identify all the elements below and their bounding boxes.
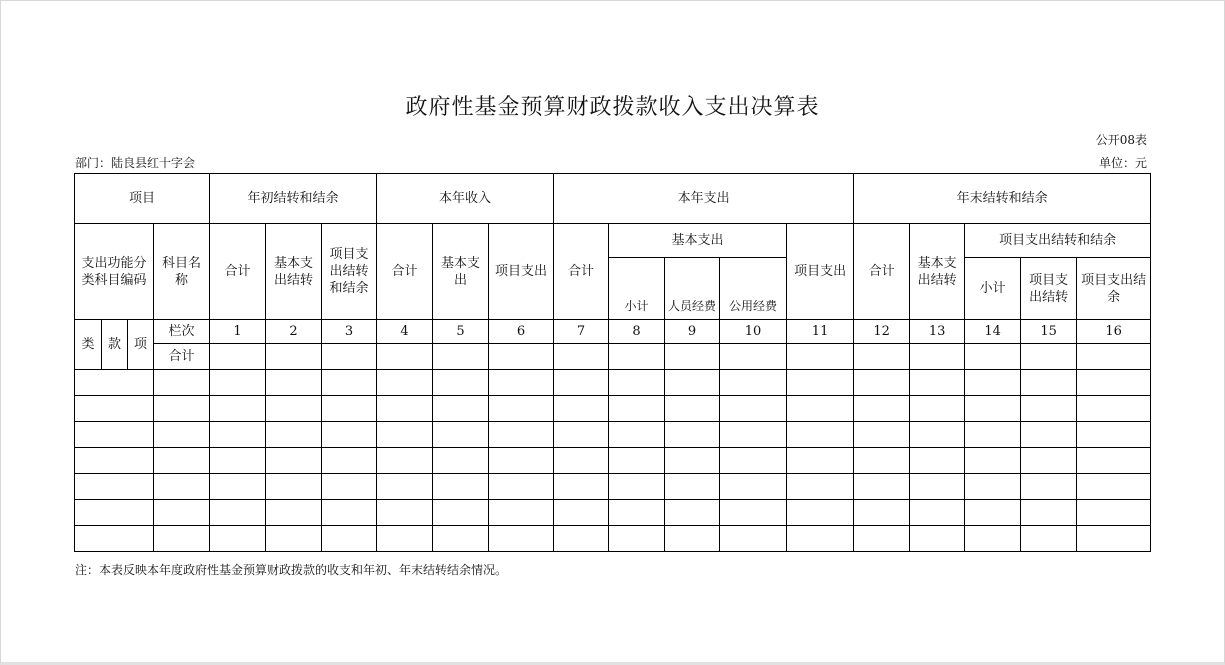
table-cell	[266, 448, 322, 474]
table-cell	[665, 396, 720, 422]
table-cell	[854, 448, 910, 474]
table-row	[75, 500, 1151, 526]
table-cell	[1021, 448, 1077, 474]
table-cell	[787, 422, 854, 448]
column-number: 6	[489, 320, 554, 344]
table-cell	[665, 500, 720, 526]
table-cell	[965, 448, 1021, 474]
table-cell	[433, 500, 489, 526]
column-number: 12	[854, 320, 910, 344]
column-number: 15	[1021, 320, 1077, 344]
table-cell	[1077, 474, 1151, 500]
form-number: 公开08表	[1095, 133, 1147, 147]
table-cell	[965, 500, 1021, 526]
table-cell	[489, 370, 554, 396]
table-cell	[489, 526, 554, 552]
table-cell	[720, 526, 787, 552]
table-cell	[266, 526, 322, 552]
column-number: 1	[210, 320, 266, 344]
table-cell	[787, 526, 854, 552]
table-cell	[910, 526, 965, 552]
table-cell	[665, 370, 720, 396]
budget-table	[74, 173, 1151, 552]
table-cell	[210, 500, 266, 526]
table-cell	[377, 422, 433, 448]
table-row	[75, 474, 1151, 500]
table-cell	[965, 344, 1021, 370]
table-cell	[609, 370, 665, 396]
table-cell	[322, 422, 377, 448]
table-cell	[1077, 500, 1151, 526]
table-cell	[75, 500, 154, 526]
table-row	[75, 526, 1151, 552]
table-row	[75, 396, 1151, 422]
column-number: 2	[266, 320, 322, 344]
table-cell	[266, 370, 322, 396]
table-cell	[1021, 422, 1077, 448]
header-closing-project-carryover: 项目支出结转	[1021, 258, 1077, 320]
table-cell	[433, 474, 489, 500]
table-row	[75, 422, 1151, 448]
table-cell	[322, 344, 377, 370]
table-cell	[910, 474, 965, 500]
table-cell	[554, 422, 609, 448]
table-cell	[489, 344, 554, 370]
table-cell	[787, 344, 854, 370]
table-cell	[787, 370, 854, 396]
table-cell	[266, 422, 322, 448]
header-expense-basic: 基本支出	[609, 224, 787, 258]
header-closing-basic-carryover: 基本支出结转	[910, 224, 965, 320]
table-cell	[433, 448, 489, 474]
table-cell	[154, 396, 210, 422]
table-cell	[489, 422, 554, 448]
header-expense-total: 合计	[554, 224, 609, 320]
column-number: 8	[609, 320, 665, 344]
table-cell	[322, 448, 377, 474]
table-cell	[1077, 396, 1151, 422]
table-cell	[210, 526, 266, 552]
column-number: 5	[433, 320, 489, 344]
table-cell	[787, 474, 854, 500]
header-expense-project: 项目支出	[787, 224, 854, 320]
table-cell	[609, 344, 665, 370]
table-cell	[75, 396, 154, 422]
table-cell	[910, 396, 965, 422]
table-cell	[266, 474, 322, 500]
table-cell	[489, 396, 554, 422]
table-cell	[489, 474, 554, 500]
table-cell	[210, 422, 266, 448]
column-number: 9	[665, 320, 720, 344]
table-cell	[554, 344, 609, 370]
table-cell	[787, 448, 854, 474]
table-cell	[854, 344, 910, 370]
table-cell	[965, 422, 1021, 448]
column-number: 3	[322, 320, 377, 344]
column-number: 14	[965, 320, 1021, 344]
header-closing-total: 合计	[854, 224, 910, 320]
table-cell	[377, 370, 433, 396]
table-cell	[377, 500, 433, 526]
table-cell	[210, 396, 266, 422]
table-cell	[854, 396, 910, 422]
header-income-project: 项目支出	[489, 224, 554, 320]
table-cell	[854, 422, 910, 448]
table-cell	[720, 448, 787, 474]
table-cell	[854, 500, 910, 526]
table-cell	[1021, 370, 1077, 396]
table-cell	[965, 474, 1021, 500]
table-cell	[910, 344, 965, 370]
header-opening-basic-carryover: 基本支出结转	[266, 224, 322, 320]
table-cell	[720, 422, 787, 448]
table-cell	[377, 396, 433, 422]
table-cell	[965, 396, 1021, 422]
sum-row-label: 合计	[154, 344, 210, 370]
table-cell	[75, 526, 154, 552]
table-cell	[1021, 396, 1077, 422]
table-cell	[1077, 422, 1151, 448]
header-lei: 类	[75, 320, 102, 370]
table-cell	[322, 396, 377, 422]
table-cell	[1021, 500, 1077, 526]
table-cell	[910, 370, 965, 396]
table-cell	[1077, 448, 1151, 474]
table-cell	[210, 474, 266, 500]
table-cell	[609, 448, 665, 474]
department-label: 部门：陆良县红十字会	[75, 156, 196, 170]
table-cell	[1021, 474, 1077, 500]
table-cell	[965, 526, 1021, 552]
table-cell	[609, 526, 665, 552]
table-cell	[787, 396, 854, 422]
header-expense-subtotal: 小计	[609, 258, 665, 320]
header-income-basic: 基本支出	[433, 224, 489, 320]
table-cell	[75, 422, 154, 448]
table-cell	[720, 474, 787, 500]
column-number-label: 栏次	[154, 320, 210, 344]
table-cell	[910, 500, 965, 526]
column-number: 16	[1077, 320, 1151, 344]
table-cell	[609, 422, 665, 448]
header-opening-project-carryover-balance: 项目支出结转和结余	[322, 224, 377, 320]
header-subject-name: 科目名称	[154, 224, 210, 320]
table-cell	[266, 396, 322, 422]
table-cell	[154, 422, 210, 448]
table-cell	[720, 344, 787, 370]
table-cell	[433, 370, 489, 396]
table-cell	[1077, 370, 1151, 396]
header-closing-project-balance: 项目支出结余	[1077, 258, 1151, 320]
table-cell	[322, 370, 377, 396]
table-cell	[210, 448, 266, 474]
table-cell	[75, 474, 154, 500]
table-cell	[554, 526, 609, 552]
header-opening-balance: 年初结转和结余	[210, 174, 377, 224]
table-cell	[665, 474, 720, 500]
table-cell	[665, 448, 720, 474]
table-cell	[854, 474, 910, 500]
table-row	[75, 448, 1151, 474]
table-cell	[609, 474, 665, 500]
column-number: 7	[554, 320, 609, 344]
table-cell	[554, 448, 609, 474]
table-cell	[665, 422, 720, 448]
header-expense-public-funds: 公用经费	[720, 258, 787, 320]
table-cell	[554, 474, 609, 500]
header-expense-personnel: 人员经费	[665, 258, 720, 320]
table-cell	[75, 448, 154, 474]
unit-label: 单位：元	[1098, 156, 1147, 170]
table-cell	[433, 344, 489, 370]
column-number: 4	[377, 320, 433, 344]
table-cell	[154, 526, 210, 552]
header-closing-subtotal: 小计	[965, 258, 1021, 320]
header-kuan: 款	[102, 320, 128, 370]
page-title: 政府性基金预算财政拨款收入支出决算表	[405, 95, 820, 120]
table-cell	[154, 474, 210, 500]
header-opening-total: 合计	[210, 224, 266, 320]
table-cell	[377, 526, 433, 552]
header-closing-balance: 年末结转和结余	[854, 174, 1151, 224]
table-cell	[554, 370, 609, 396]
table-cell	[665, 526, 720, 552]
table-cell	[720, 396, 787, 422]
table-cell	[910, 448, 965, 474]
table-cell	[1077, 526, 1151, 552]
table-cell	[1077, 344, 1151, 370]
table-cell	[609, 396, 665, 422]
table-cell	[377, 448, 433, 474]
table-cell	[609, 500, 665, 526]
table-cell	[489, 500, 554, 526]
column-number: 13	[910, 320, 965, 344]
header-income-total: 合计	[377, 224, 433, 320]
table-cell	[210, 370, 266, 396]
table-cell	[554, 396, 609, 422]
table-cell	[154, 370, 210, 396]
table-cell	[489, 448, 554, 474]
table-cell	[554, 500, 609, 526]
table-row	[75, 370, 1151, 396]
table-cell	[322, 500, 377, 526]
table-cell	[377, 474, 433, 500]
table-cell	[433, 526, 489, 552]
table-cell	[665, 344, 720, 370]
table-cell	[433, 422, 489, 448]
header-current-income: 本年收入	[377, 174, 554, 224]
column-number: 11	[787, 320, 854, 344]
table-cell	[1021, 526, 1077, 552]
table-cell	[854, 526, 910, 552]
table-cell	[433, 396, 489, 422]
table-cell	[210, 344, 266, 370]
table-cell	[377, 344, 433, 370]
table-cell	[720, 500, 787, 526]
empty-rows	[75, 370, 1151, 552]
table-cell	[266, 344, 322, 370]
table-cell	[854, 370, 910, 396]
table-cell	[154, 500, 210, 526]
header-current-expense: 本年支出	[554, 174, 854, 224]
table-cell	[965, 370, 1021, 396]
column-number: 10	[720, 320, 787, 344]
header-xiang: 项	[128, 320, 154, 370]
table-cell	[910, 422, 965, 448]
header-item: 项目	[75, 174, 210, 224]
table-cell	[720, 370, 787, 396]
header-func-code: 支出功能分类科目编码	[75, 224, 154, 320]
table-cell	[1021, 344, 1077, 370]
header-closing-project-group: 项目支出结转和结余	[965, 224, 1151, 258]
table-cell	[266, 500, 322, 526]
table-cell	[787, 500, 854, 526]
table-cell	[154, 448, 210, 474]
table-cell	[75, 370, 154, 396]
table-cell	[322, 474, 377, 500]
table-cell	[322, 526, 377, 552]
footnote: 注：本表反映本年度政府性基金预算财政拨款的收支和年初、年末结转结余情况。	[75, 563, 508, 577]
